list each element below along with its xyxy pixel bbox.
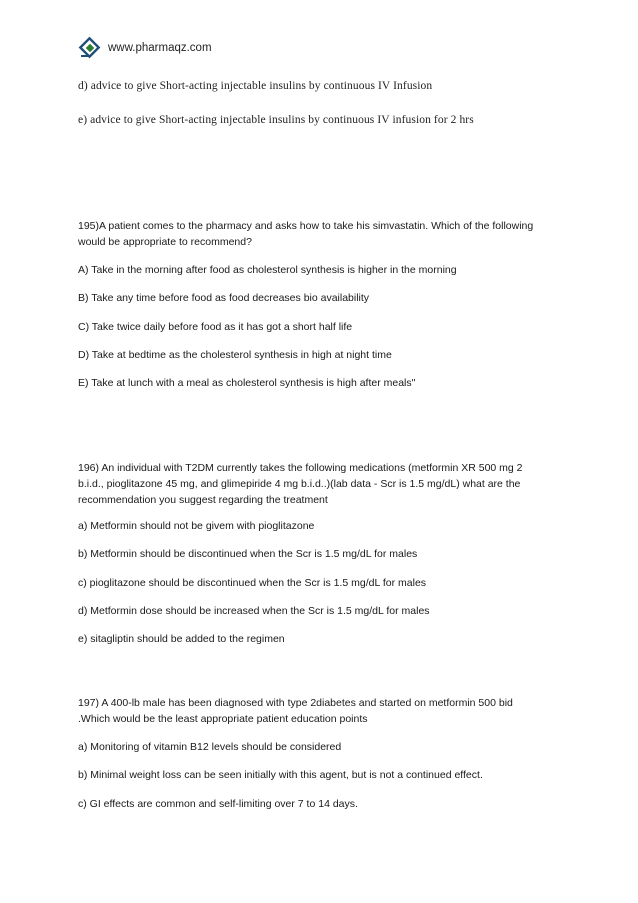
q197-option-a: a) Monitoring of vitamin B12 levels should be considered — [78, 741, 342, 753]
q195-option-b: B) Take any time before food as food decreases bio availability — [78, 292, 370, 304]
pharmaqz-diamond-logo-icon — [78, 36, 102, 60]
carryover-option-d: d) advice to give Short-acting injectable insulins by continuous IV Infusion — [78, 80, 433, 92]
q196-option-b: b) Metformin should be discontinued when the Scr is 1.5 mg/dL for males — [78, 548, 418, 560]
q195-option-a: A) Take in the morning after food as cholesterol synthesis is higher in the morning — [78, 264, 457, 276]
q196-option-a: a) Metformin should not be givem with pioglitazone — [78, 520, 315, 532]
q196-stem-line-3: recommendation you suggest regarding the treatment — [78, 494, 328, 506]
q195-stem-line-2: would be appropriate to recommend? — [78, 236, 252, 248]
q196-option-d: d) Metformin dose should be increased when the Scr is 1.5 mg/dL for males — [78, 605, 430, 617]
q196-stem-line-2: b.i.d., pioglitazone 45 mg, and glimepiride 4 mg b.i.d..)(lab data - Scr is 1.5 mg/dL) what are the — [78, 478, 521, 490]
q195-stem-line-1: 195)A patient comes to the pharmacy and asks how to take his simvastatin. Which of the following — [78, 220, 534, 232]
q195-option-e: E) Take at lunch with a meal as cholesterol synthesis is high after meals" — [78, 377, 416, 389]
q195-option-d: D) Take at bedtime as the cholesterol synthesis in high at night time — [78, 349, 392, 361]
page-header — [78, 36, 212, 60]
q196-option-c: c) pioglitazone should be discontinued when the Scr is 1.5 mg/dL for males — [78, 577, 427, 589]
q196-option-e: e) sitagliptin should be added to the regimen — [78, 633, 285, 645]
q197-option-b: b) Minimal weight loss can be seen initially with this agent, but is not a continued effect. — [78, 769, 483, 781]
q197-option-c: c) GI effects are common and self-limiting over 7 to 14 days. — [78, 798, 358, 810]
carryover-option-e: e) advice to give Short-acting injectable insulins by continuous IV infusion for 2 hrs — [78, 114, 474, 126]
q196-stem-line-1: 196) An individual with T2DM currently takes the following medications (metformin XR 500 mg 2 — [78, 462, 523, 474]
site-url: www.pharmaqz.com — [108, 42, 212, 54]
q197-stem-line-2: .Which would be the least appropriate patient education points — [78, 713, 368, 725]
q195-option-c: C) Take twice daily before food as it has got a short half life — [78, 321, 353, 333]
q197-stem-line-1: 197) A 400-lb male has been diagnosed with type 2diabetes and started on metformin 500 bid — [78, 697, 513, 709]
